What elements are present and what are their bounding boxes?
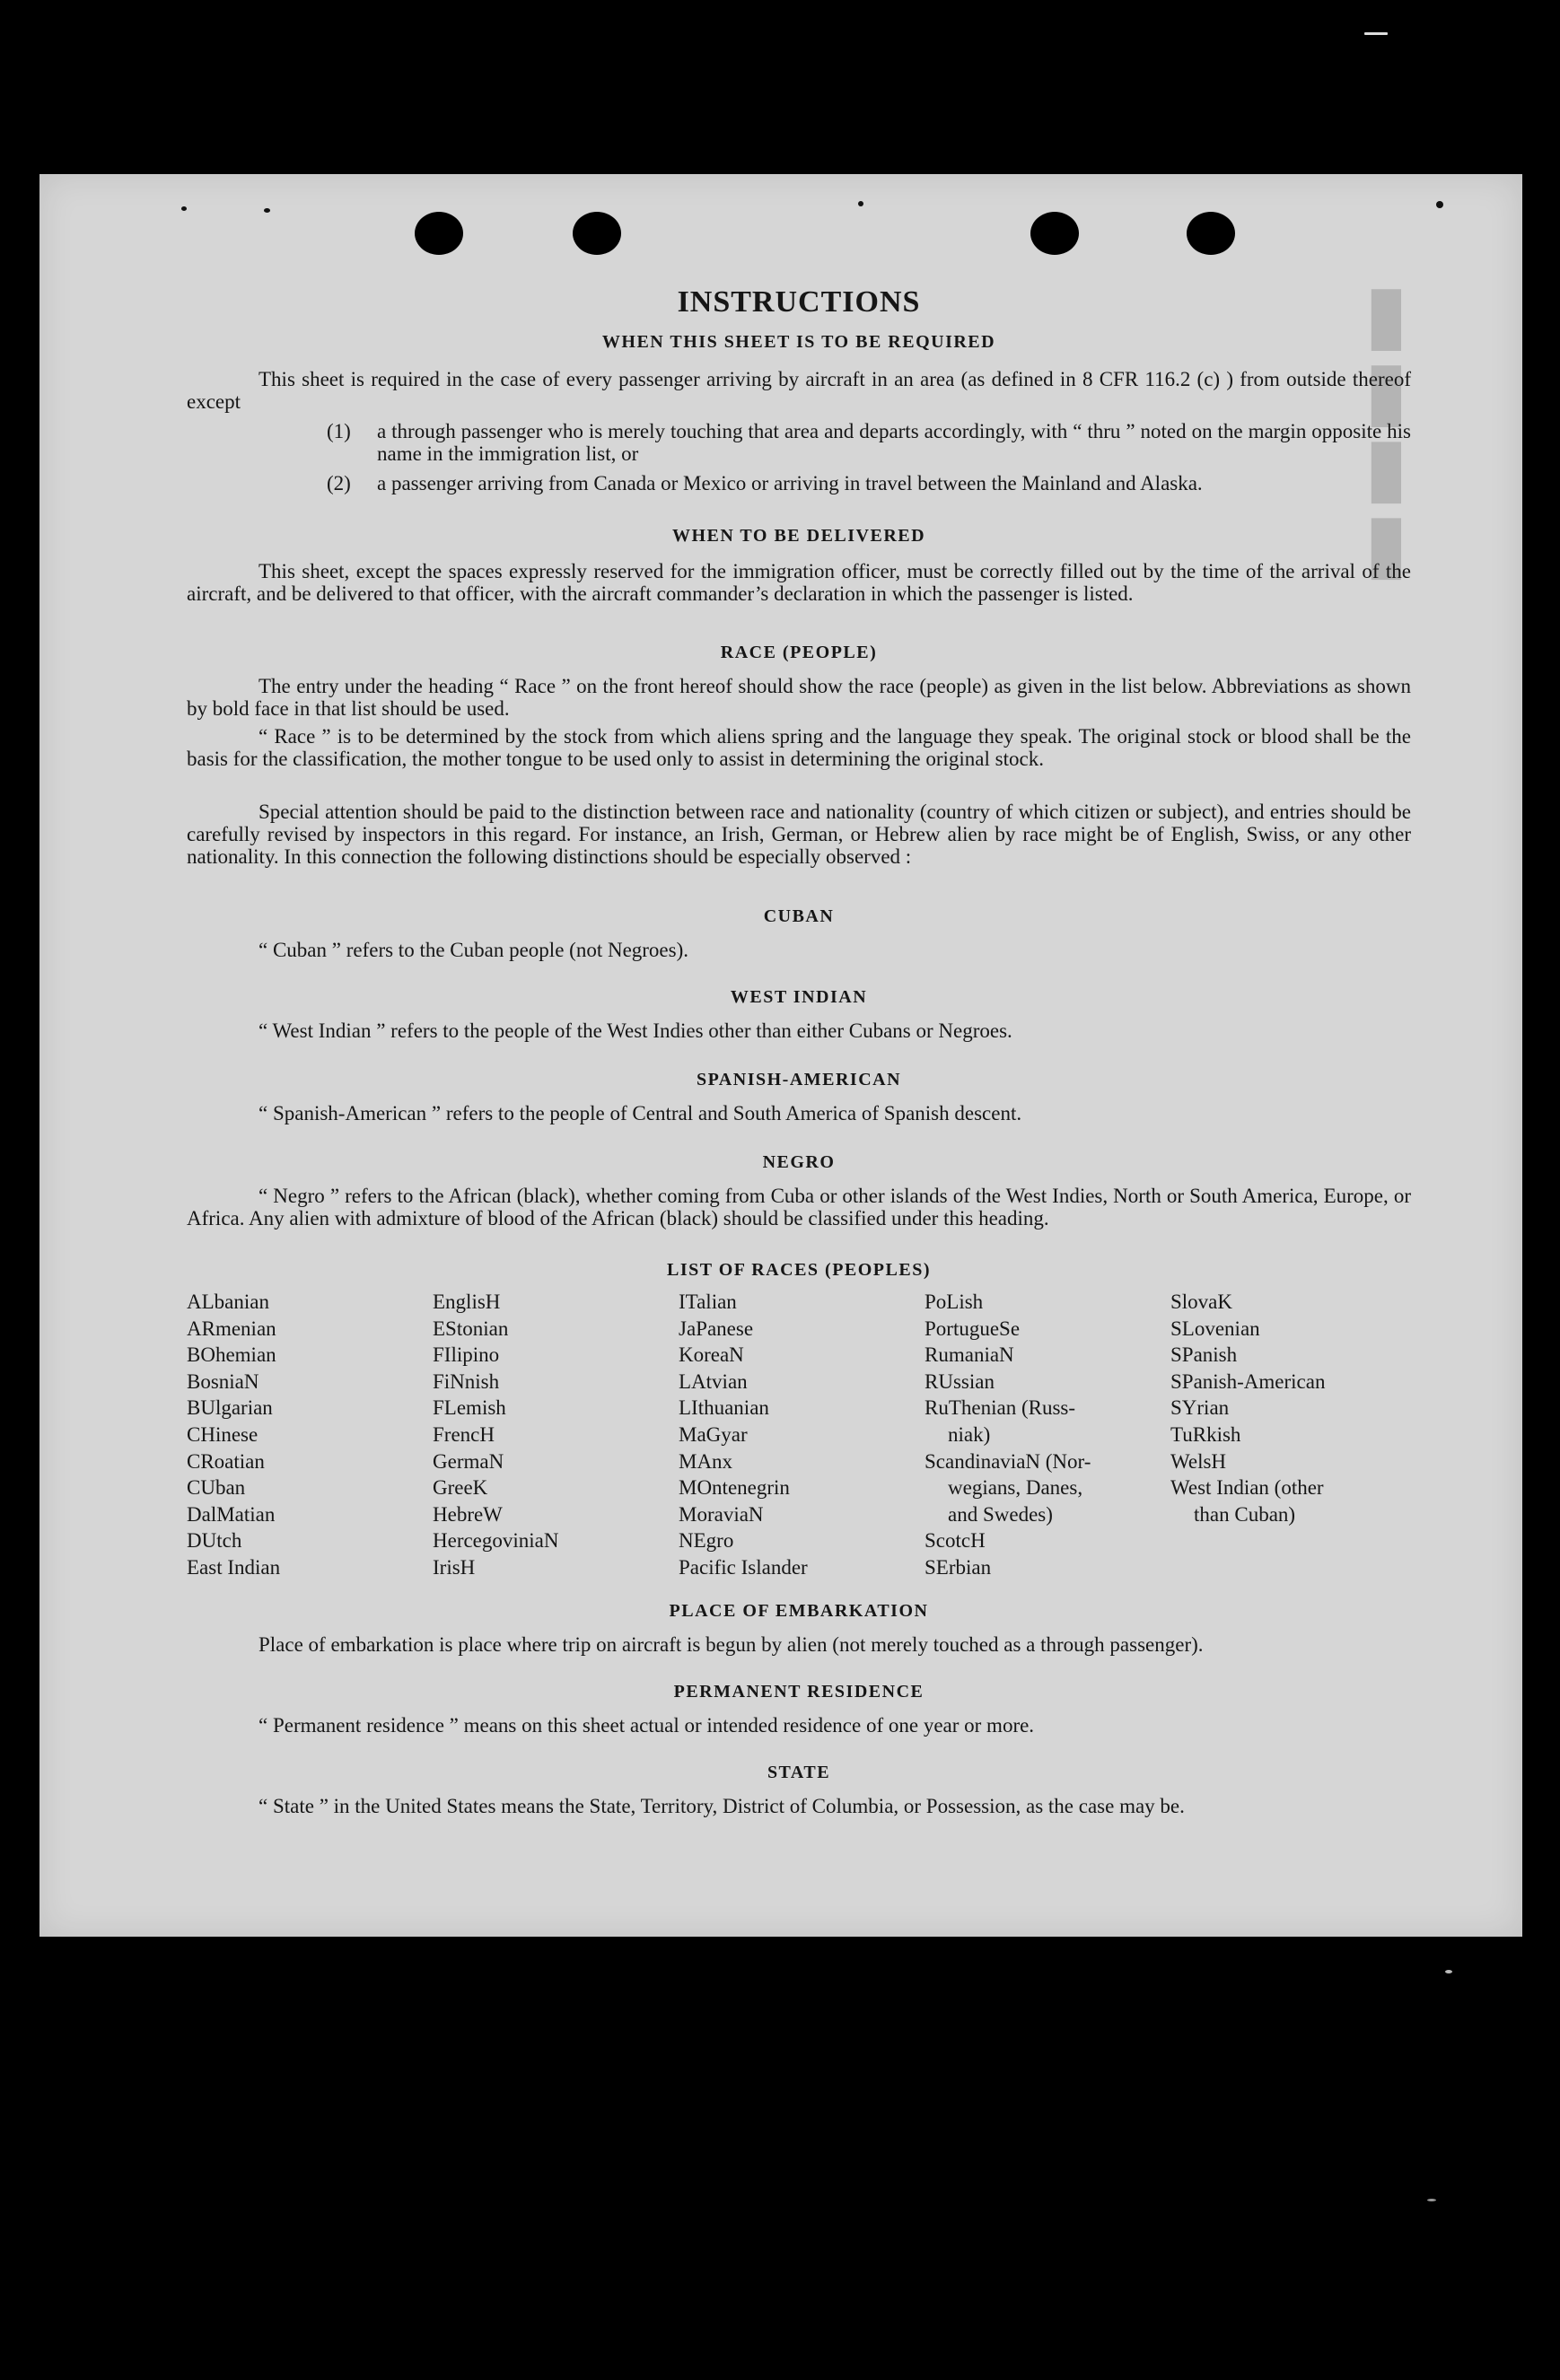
heading-residence: PERMANENT RESIDENCE (673, 1682, 925, 1702)
race-entry: CRoatian (187, 1449, 265, 1473)
race-entry: Pacific Islander (679, 1555, 808, 1579)
races-column-4 (925, 1289, 1140, 1581)
race-entry: RUssian (925, 1369, 995, 1393)
race-entry: SErbian (925, 1555, 992, 1579)
race-entry-continued: niak) (948, 1422, 991, 1446)
race-entry: FiNnish (433, 1369, 500, 1393)
race-entry: RuThenian (Russ- (925, 1396, 1076, 1420)
race-entry: GermaN (433, 1449, 504, 1473)
race-entry: LIthuanian (679, 1396, 769, 1420)
race-entry-continued: wegians, Danes, (948, 1476, 1083, 1500)
race-entry: BosniaN (187, 1369, 259, 1393)
races-column-3 (679, 1289, 808, 1581)
race-entry: PoLish (925, 1291, 984, 1313)
required-intro: This sheet is required in the case of every passenger arriving by aircraft in an area (as defined in 8 CFR 116.2 (c) ) from outside thereof except (187, 368, 1411, 413)
race-entry: HercegoviniaN (433, 1529, 559, 1553)
heading-negro: NEGRO (762, 1152, 836, 1172)
speck (1427, 2199, 1436, 2201)
race-entry-continued: and Swedes) (948, 1502, 1053, 1526)
race-paragraph-3: Special attention should be paid to the distinction between race and nationality (country of which citizen or subject), and entries should be carefully revised by inspectors in this regard. For instance, an Irish, German, or Hebrew alien by race might be of English, Swiss, or any other nationality. In this connection the following distinctions should be especially observed : (187, 801, 1411, 868)
races-column-5 (1170, 1289, 1386, 1527)
embarkation-text: Place of embarkation is place where trip on aircraft is begun by alien (not merely touched as a through passenger). (259, 1633, 1204, 1656)
page-title: INSTRUCTIONS (677, 285, 921, 319)
race-entry: RumaniaN (925, 1343, 1014, 1367)
race-entry: GreeK (433, 1476, 488, 1500)
race-paragraph-2: “ Race ” is to be determined by the stock from which aliens spring and the language they speak. The original stock or blood shall be the basis for the classification, the mother tongue to be used only to assist in determining the original stock. (187, 725, 1411, 770)
heading-list-of-races: LIST OF RACES (PEOPLES) (666, 1260, 931, 1280)
race-entry: EStonian (433, 1317, 509, 1340)
race-entry: MOntenegrin (679, 1476, 790, 1500)
west-indian-text: “ West Indian ” refers to the people of the West Indies other than either Cubans or Negroes. (259, 1019, 1012, 1042)
heading-west-indian: WEST INDIAN (730, 987, 868, 1007)
race-entry: TuRkish (1170, 1422, 1241, 1446)
race-entry: CHinese (187, 1422, 259, 1446)
speck (264, 208, 270, 213)
punch-hole (1030, 212, 1079, 255)
race-entry: DUtch (187, 1529, 242, 1553)
spanish-american-text: “ Spanish-American ” refers to the people of Central and South America of Spanish descent. (259, 1102, 1022, 1124)
race-entry: SYrian (1170, 1396, 1230, 1420)
race-entry: NEgro (679, 1529, 734, 1553)
race-entry: MAnx (679, 1449, 733, 1473)
race-paragraph-1: The entry under the heading “ Race ” on the front hereof should show the race (people) as given in the list below. Abbreviations as shown by bold face in that list should be used. (187, 675, 1411, 720)
heading-required: WHEN THIS SHEET IS TO BE REQUIRED (601, 332, 996, 352)
race-entry: FrencH (433, 1422, 495, 1446)
state-text: “ State ” in the United States means the State, Territory, District of Columbia, or Possession, as the case may be. (259, 1795, 1185, 1817)
heading-embarkation: PLACE OF EMBARKATION (669, 1601, 929, 1621)
item-number: (1) (327, 420, 351, 442)
cuban-text: “ Cuban ” refers to the Cuban people (not Negroes). (259, 939, 689, 961)
punch-hole (415, 212, 463, 255)
speck (181, 206, 187, 211)
speck (1364, 32, 1388, 35)
race-entry: East Indian (187, 1555, 281, 1579)
residence-text: “ Permanent residence ” means on this sheet actual or intended residence of one year or more. (259, 1714, 1035, 1737)
race-entry: SLovenian (1170, 1317, 1260, 1340)
race-entry: EnglisH (433, 1291, 501, 1313)
race-entry: SPanish-American (1170, 1369, 1326, 1393)
exception-item-1 (187, 420, 1411, 465)
negro-text: “ Negro ” refers to the African (black), whether coming from Cuba or other islands of the West Indies, North or South America, Europe, or Africa. Any alien with admixture of blood of the African (black) should be classified under this heading. (187, 1185, 1411, 1229)
race-entry: BUlgarian (187, 1396, 273, 1420)
race-entry: SlovaK (1170, 1291, 1232, 1313)
race-entry: CUban (187, 1476, 246, 1500)
race-entry: PortugueSe (925, 1317, 1021, 1340)
item-text: a passenger arriving from Canada or Mexico or arriving in travel between the Mainland and Alaska. (377, 472, 1203, 494)
race-entry: FIlipino (433, 1343, 500, 1367)
heading-state: STATE (767, 1763, 831, 1782)
instruction-sheet (39, 174, 1522, 1937)
race-entry: West Indian (other (1170, 1476, 1324, 1500)
punch-hole (1187, 212, 1235, 255)
heading-cuban: CUBAN (763, 906, 835, 926)
bleed-through-text: ▬▬▬▬ (1345, 282, 1440, 588)
race-entry: ScotcH (925, 1529, 986, 1553)
race-entry: ITalian (679, 1291, 737, 1313)
race-entry: JaPanese (679, 1317, 754, 1340)
item-number: (2) (327, 472, 351, 494)
race-entry: LAtvian (679, 1369, 748, 1393)
punch-hole (573, 212, 621, 255)
speck (1436, 201, 1443, 208)
race-entry: HebreW (433, 1502, 503, 1526)
race-entry: DalMatian (187, 1502, 276, 1526)
race-entry: ALbanian (187, 1291, 269, 1313)
race-entry: ARmenian (187, 1317, 276, 1340)
race-entry: IrisH (433, 1555, 476, 1579)
race-entry: SPanish (1170, 1343, 1238, 1367)
speck (858, 201, 863, 206)
race-entry: WelsH (1170, 1449, 1227, 1473)
speck (1445, 1970, 1452, 1973)
heading-race: RACE (PEOPLE) (720, 643, 878, 662)
heading-spanish-american: SPANISH-AMERICAN (696, 1070, 902, 1089)
heading-delivered: WHEN TO BE DELIVERED (671, 526, 926, 546)
delivered-text: This sheet, except the spaces expressly reserved for the immigration officer, must be correctly filled out by the time of the arrival of the aircraft, and be delivered to that officer, with the aircraft commander’s declaration in which the passenger is listed. (187, 560, 1411, 605)
race-entry-continued: than Cuban) (1194, 1502, 1296, 1526)
race-entry: KoreaN (679, 1343, 744, 1367)
races-column-2 (433, 1289, 559, 1581)
races-column-1 (187, 1289, 280, 1581)
exception-item-2 (187, 472, 1411, 517)
race-entry: BOhemian (187, 1343, 276, 1367)
race-entry: FLemish (433, 1396, 506, 1420)
race-entry: ScandinaviaN (Nor- (925, 1449, 1091, 1473)
race-entry: MoraviaN (679, 1502, 764, 1526)
item-text: a through passenger who is merely touching that area and departs accordingly, with “ thru ” noted on the margin opposite his name in the immigration list, or (377, 420, 1411, 465)
race-entry: MaGyar (679, 1422, 748, 1446)
